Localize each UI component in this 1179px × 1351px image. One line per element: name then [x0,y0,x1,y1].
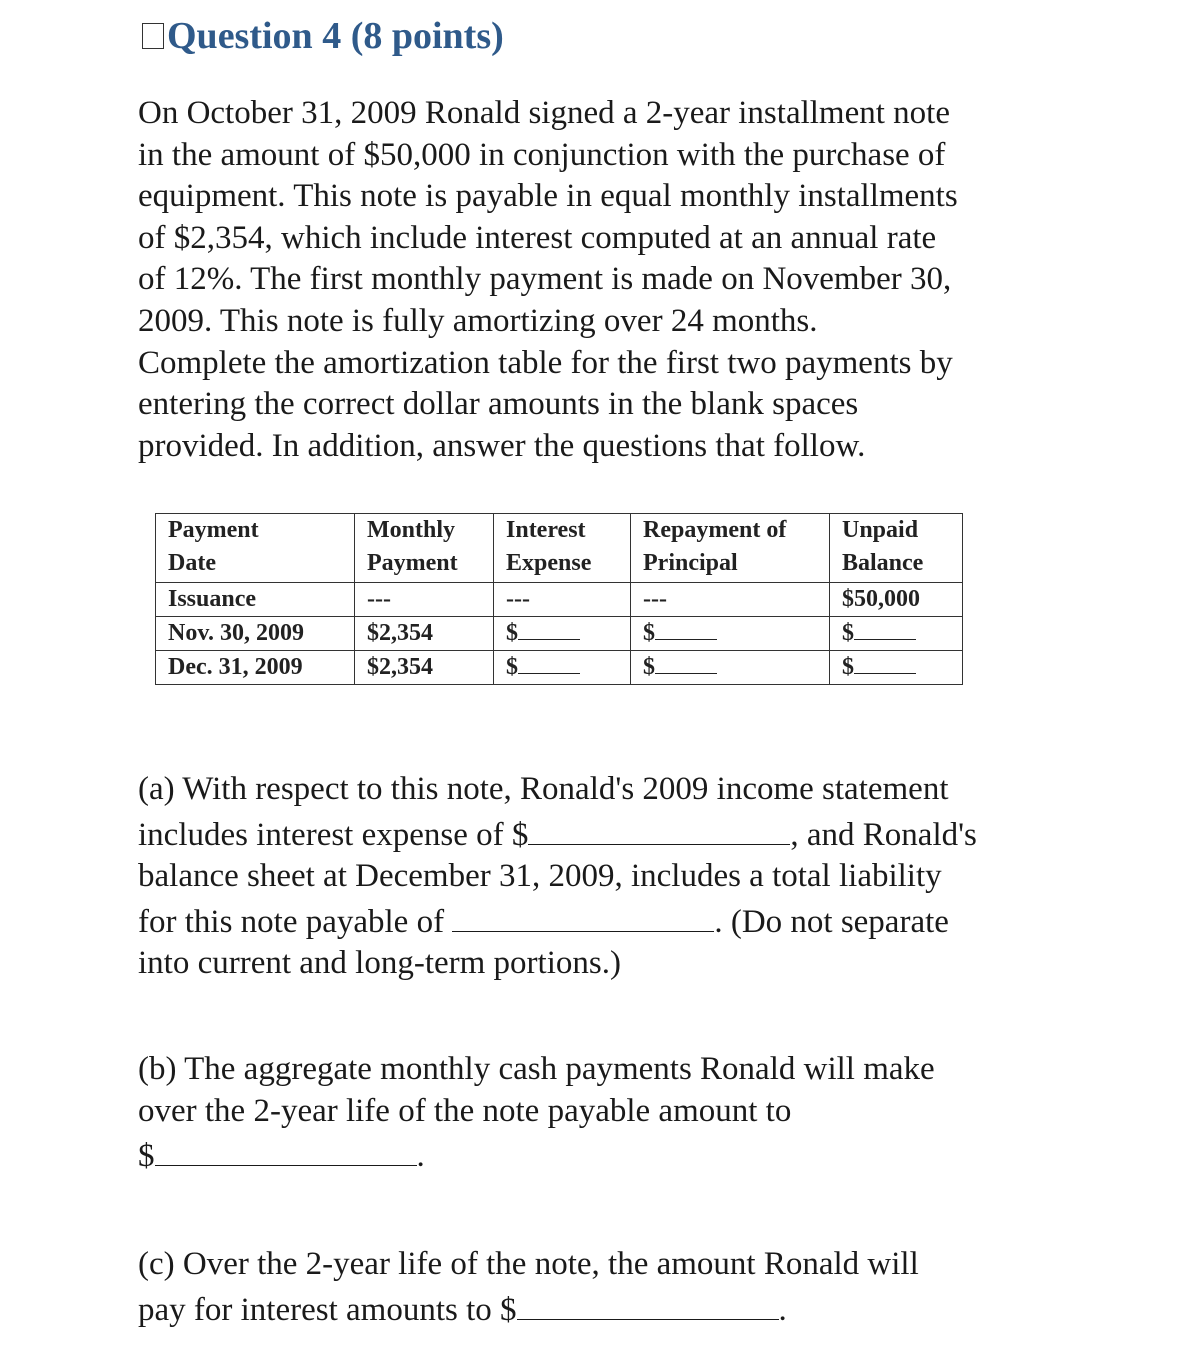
currency-sign: $ [643,620,655,646]
part-b-text: $ [138,1138,155,1175]
currency-sign: $ [506,620,518,646]
total-liability-blank[interactable] [452,898,714,932]
cell-balance [830,617,963,651]
cell-balance [830,651,963,685]
principal-blank[interactable] [655,617,717,640]
header-text: Balance [842,550,924,576]
part-c-line: (c) Over the 2-year life of the note, the amount Ronald will [138,1246,919,1282]
header-text: Monthly [367,517,456,543]
cell-payment: $2,354 [355,617,494,651]
part-c-line [138,1286,919,1332]
header-text: Expense [506,550,592,576]
cell-payment: --- [355,583,494,617]
cell-interest [494,651,631,685]
balance-blank[interactable] [854,617,916,640]
intro-line: of $2,354, which include interest computed at an annual rate [138,219,937,256]
part-a-line: balance sheet at December 31, 2009, includes a total liability [138,858,942,895]
part-a-line [138,811,977,857]
part-b-line: over the 2-year life of the note payable amount to [138,1092,792,1129]
header-text: Date [168,550,216,576]
cell-principal [631,651,830,685]
cell-interest: --- [494,583,631,617]
checkbox-icon[interactable] [142,23,164,49]
cell-interest [494,617,631,651]
part-a-line: (a) With respect to this note, Ronald's 2009 income statement [138,771,949,807]
intro-line: On October 31, 2009 Ronald signed a 2-year installment note [138,95,950,131]
part-c-text: pay for interest amounts to $ [138,1291,517,1328]
part-a-line: into current and long-term portions.) [138,945,621,982]
cell-principal [631,617,830,651]
cell-date: Nov. 30, 2009 [156,617,355,651]
part-a-text: , and Ronald's [790,816,977,853]
currency-sign: $ [842,654,854,680]
intro-line: of 12%. The first monthly payment is made on November 30, [138,261,952,298]
part-a-paragraph [138,769,977,985]
part-a-text: for this note payable of [138,903,445,940]
currency-sign: $ [643,654,655,680]
table-header-row [156,514,963,583]
intro-line: Complete the amortization table for the first two payments by [138,344,953,381]
balance-blank[interactable] [854,651,916,674]
amortization-table [155,513,963,685]
table-row [156,583,963,617]
part-a-text: . (Do not separate [714,903,949,940]
header-unpaid-balance [830,514,963,583]
header-text: Principal [643,550,738,576]
principal-blank[interactable] [655,651,717,674]
interest-blank[interactable] [518,617,580,640]
intro-line: entering the correct dollar amounts in the blank spaces [138,386,859,423]
part-c-paragraph [138,1244,919,1331]
header-monthly-payment [355,514,494,583]
cell-payment: $2,354 [355,651,494,685]
total-interest-blank[interactable] [517,1286,779,1320]
intro-line: equipment. This note is payable in equal monthly installments [138,178,958,215]
cell-principal: --- [631,583,830,617]
currency-sign: $ [842,620,854,646]
header-text: Repayment of [643,517,787,543]
header-payment-date [156,514,355,583]
interest-expense-blank[interactable] [528,811,790,845]
cell-balance: $50,000 [830,583,963,617]
part-a-line [138,898,977,944]
aggregate-payments-blank[interactable] [155,1132,417,1166]
part-a-text: includes interest expense of $ [138,816,529,853]
header-text: Unpaid [842,517,919,543]
header-text: Interest [506,517,586,543]
part-b-line [138,1132,935,1178]
currency-sign: $ [506,654,518,680]
table-row [156,651,963,685]
intro-line: in the amount of $50,000 in conjunction with the purchase of [138,136,946,173]
header-text: Payment [367,550,458,576]
header-interest-expense [494,514,631,583]
table-row [156,617,963,651]
intro-line: 2009. This note is fully amortizing over 24 months. [138,302,818,339]
part-b-line: (b) The aggregate monthly cash payments Ronald will make [138,1051,935,1087]
part-c-text: . [778,1291,787,1328]
question-title [142,14,504,58]
intro-line: provided. In addition, answer the questions that follow. [138,427,866,464]
cell-date: Issuance [156,583,355,617]
question-title-text: Question 4 (8 points) [167,15,504,57]
header-repayment-principal [631,514,830,583]
cell-date: Dec. 31, 2009 [156,651,355,685]
part-b-paragraph [138,1049,935,1178]
header-text: Payment [168,517,259,543]
intro-paragraph [138,93,958,467]
interest-blank[interactable] [518,651,580,674]
part-b-text: . [416,1138,425,1175]
